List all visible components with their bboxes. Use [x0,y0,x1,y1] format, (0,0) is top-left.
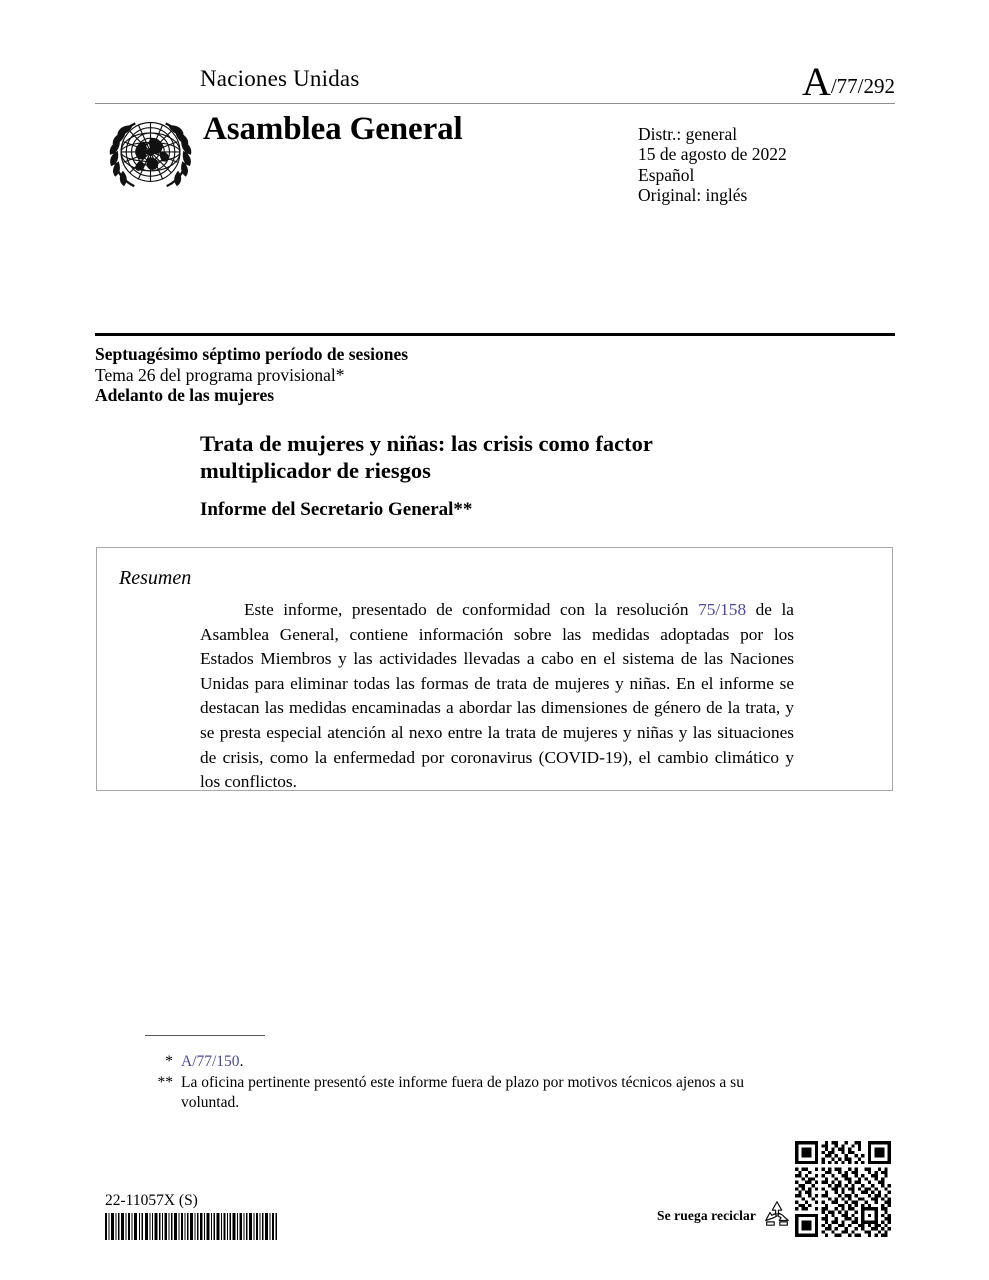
footnote-divider [145,1035,265,1036]
footnote-marker: ** [157,1073,173,1091]
recycle-notice [657,1198,793,1233]
footnote-row [145,1052,785,1073]
document-symbol-letter: A [801,59,831,104]
footnote-row [145,1073,785,1114]
footnote-text: La oficina pertinente presentó este informe fuera de plazo por motivos técnicos ajenos a su voluntad. [181,1073,744,1111]
resolution-link[interactable]: 75/158 [698,600,747,619]
organization-name: Naciones Unidas [200,66,360,91]
session-line: Septuagésimo séptimo período de sesiones [95,344,409,364]
agenda-item: Tema 26 del programa provisional* [95,364,345,385]
organ-name: Asamblea General [203,111,463,147]
masthead-divider [95,103,895,104]
footnote-document-link[interactable]: A/77/150 [181,1053,240,1070]
summary-text-part2: de la Asamblea General, contiene información sobre las medidas adoptadas por los Estados Miembros y las actividades llevadas a cabo en el sistema de las Naciones Unidas para eliminar todas las formas de trata de mujeres y niñas. En el informe se destacan las medidas encaminadas a abordar las dimensiones de género de la trata, y se presta especial atención al nexo entre la trata de mujeres y niñas y las situaciones de crisis, como la enfermedad por coronavirus (COVID-19), el cambio climático y los conflictos. [200,600,794,792]
un-emblem-icon [103,110,198,192]
page-subtitle: Informe del Secretario General** [200,499,473,520]
job-number: 22-11057X (S) [105,1192,198,1209]
page-title: Trata de mujeres y niñas: las crisis como factor multiplicador de riesgos [200,431,653,483]
distribution-block [638,124,787,205]
distribution-original: Original: inglés [638,184,748,205]
session-block [95,344,735,406]
summary-text [200,598,794,795]
footnote-body [181,1052,785,1073]
document-symbol-number: /77/292 [830,74,895,98]
footnote-marker: * [165,1053,173,1070]
summary-text-part1: Este informe, presentado de conformidad con la resolución [244,600,699,619]
masthead [95,59,895,104]
recycle-label: Se ruega reciclar [657,1207,756,1223]
footnotes [145,1052,785,1114]
footnote-text: . [239,1053,244,1070]
barcode [105,1213,277,1240]
section-divider [95,333,895,336]
summary-box [96,547,893,791]
distribution-language: Español [638,164,695,185]
recycle-icon [761,1198,793,1233]
document-symbol [801,59,895,104]
qr-code [795,1141,891,1237]
summary-heading: Resumen [119,567,192,589]
distribution-date: 15 de agosto de 2022 [638,144,787,165]
agenda-title: Adelanto de las mujeres [95,385,275,405]
distribution-type: Distr.: general [638,124,738,144]
